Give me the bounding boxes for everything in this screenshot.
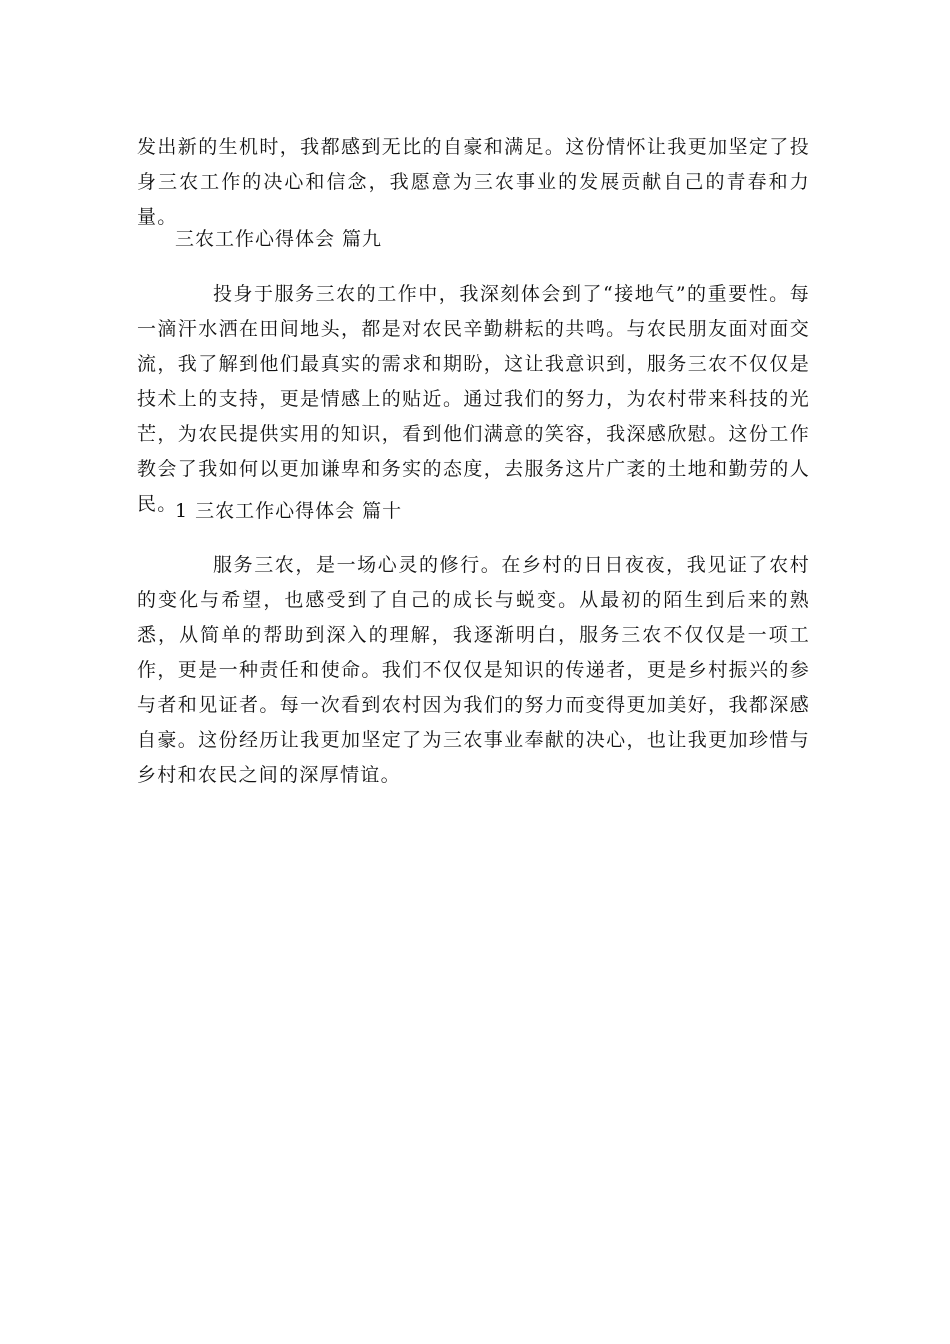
section-heading-10: 1 三农工作心得体会 篇十 [175, 500, 403, 522]
intro-paragraph: 发出新的生机时，我都感到无比的自豪和满足。这份情怀让我更加坚定了投身三农工作的决心和信念，我愿意为三农事业的发展贡献自己的青春和力量。 [137, 136, 810, 228]
section-heading-9: 三农工作心得体会 篇九 [175, 228, 383, 250]
section-body-10: 服务三农，是一场心灵的修行。在乡村的日日夜夜，我见证了农村的变化与希望，也感受到了自己的成长与蜕变。从最初的陌生到后来的熟悉，从简单的帮助到深入的理解，我逐渐明白，服务三农不仅仅是一项工作，更是一种责任和使命。我们不仅仅是知识的传递者，更是乡村振兴的参与者和见证者。每一次看到农村因为我们的努力而变得更加美好，我都深感自豪。这份经历让我更加坚定了为三农事业奉献的决心，也让我更加珍惜与乡村和农民之间的深厚情谊。 [137, 554, 810, 786]
section-body-9: 投身于服务三农的工作中，我深刻体会到了“接地气”的重要性。每一滴汗水洒在田间地头，都是对农民辛勤耕耘的共鸣。与农民朋友面对面交流，我了解到他们最真实的需求和期盼，这让我意识到，服务三农不仅仅是技术上的支持，更是情感上的贴近。通过我们的努力，为农村带来科技的光芒，为农民提供实用的知识，看到他们满意的笑容，我深感欣慰。这份工作教会了我如何以更加谦卑和务实的态度，去服务这片广袤的土地和勤劳的人民。 [137, 283, 810, 515]
